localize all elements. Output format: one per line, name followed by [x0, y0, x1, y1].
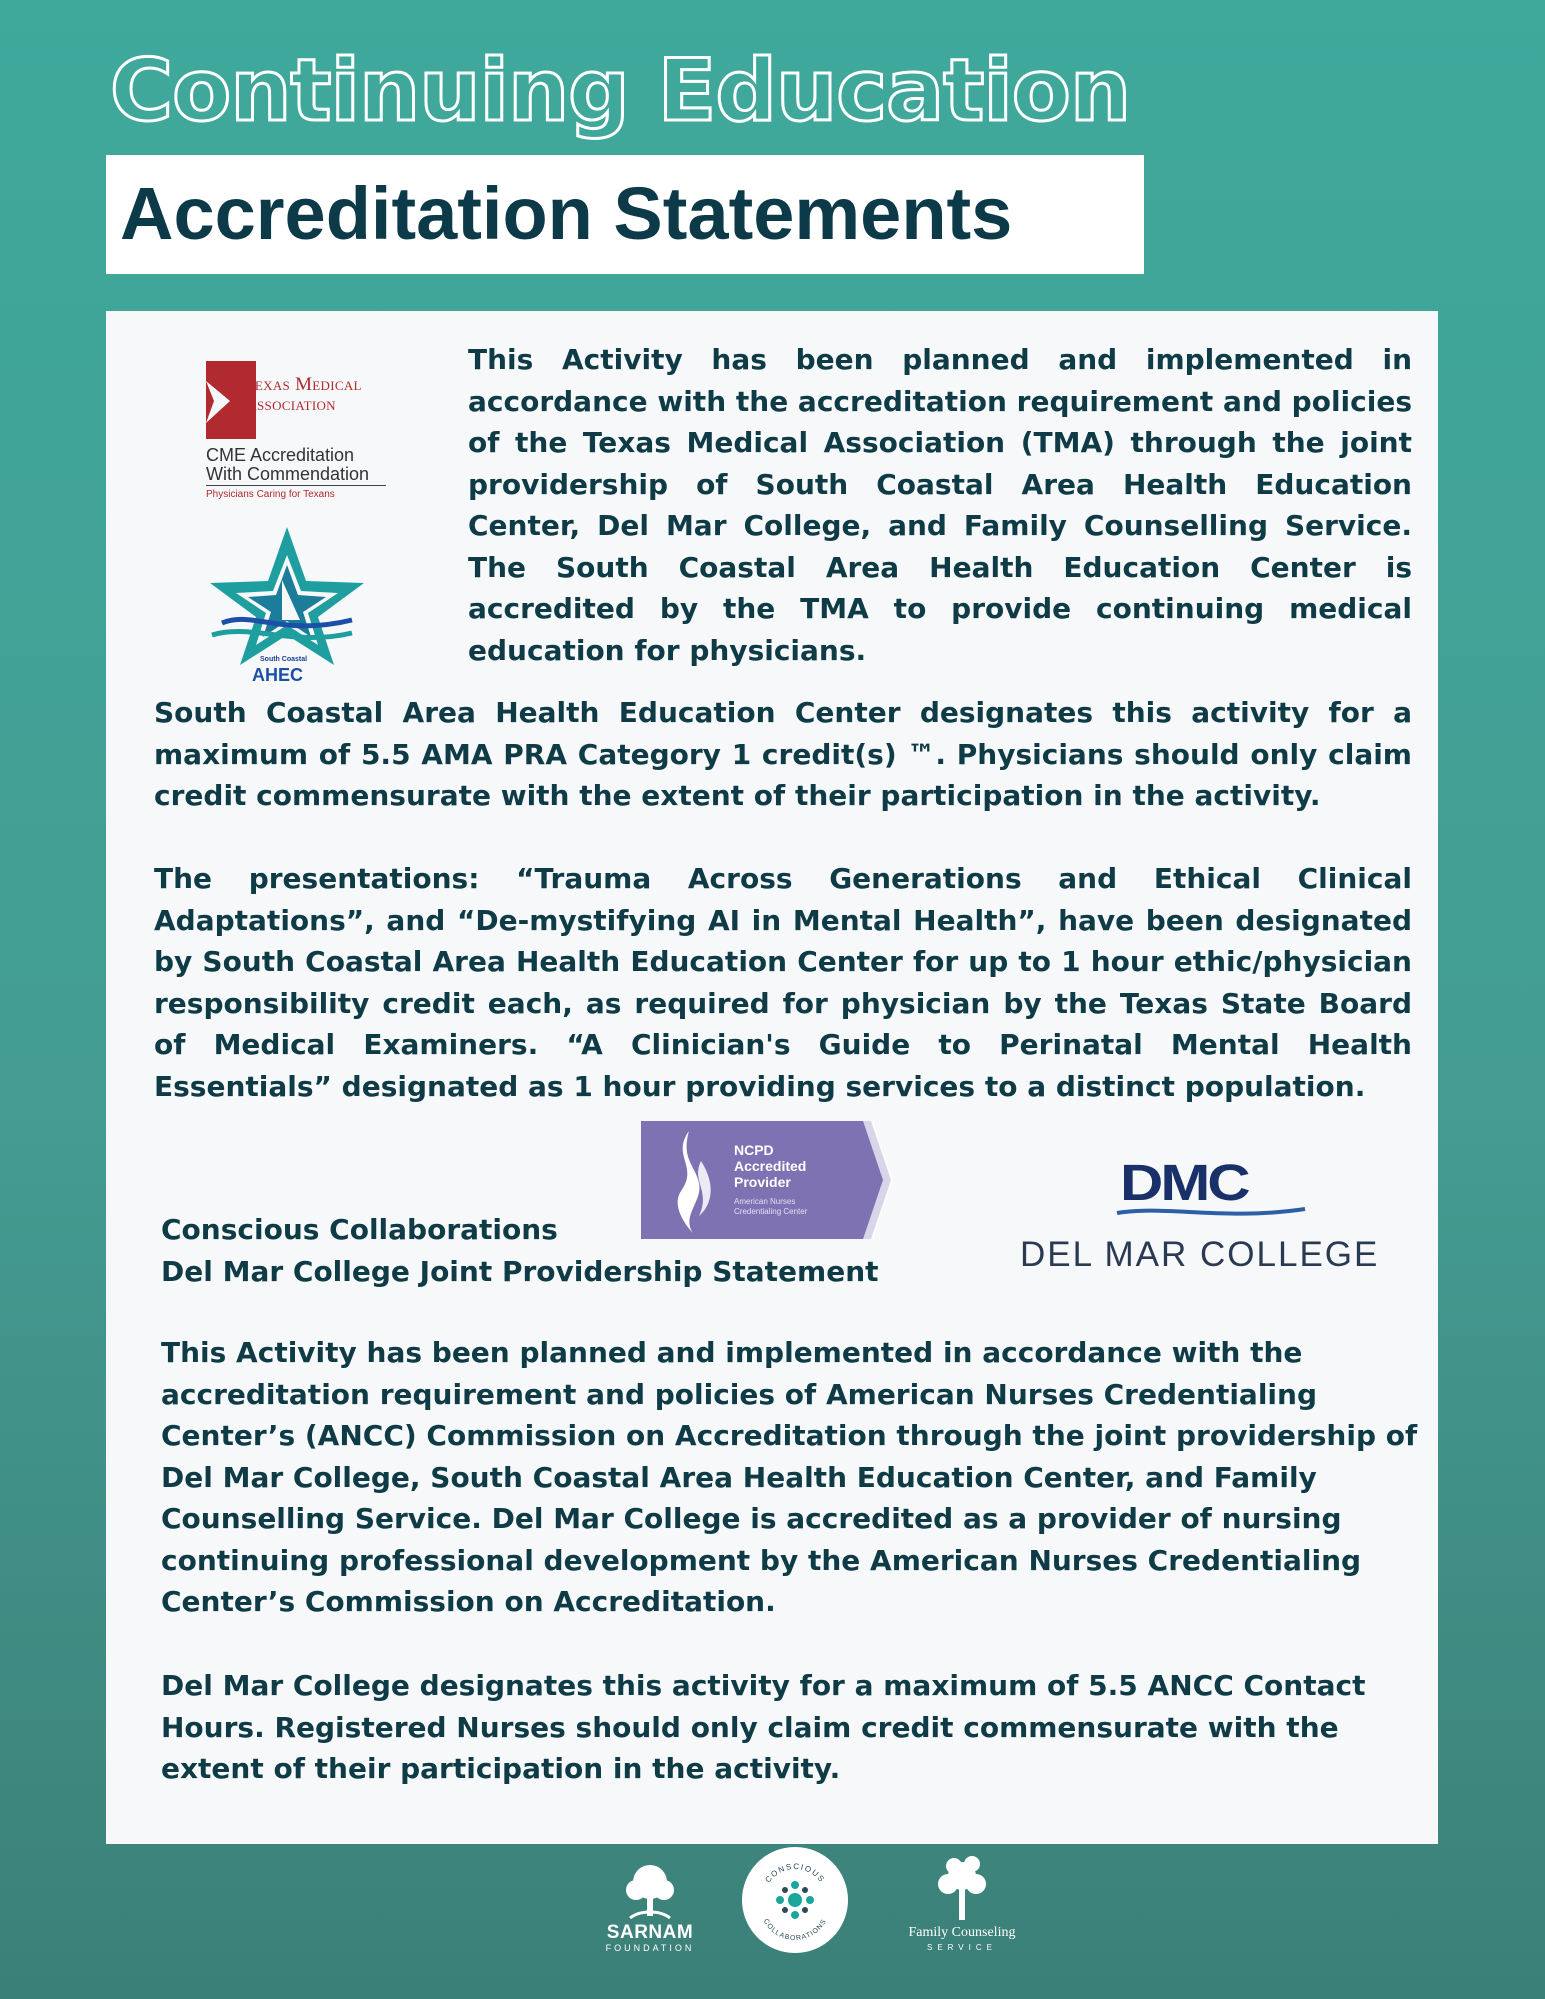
sarnam-sub: FOUNDATION: [605, 1943, 695, 1953]
tma-cme: [206, 446, 369, 484]
family-counseling-logo: [892, 1852, 1032, 1962]
ancc-designation: Del Mar College designates this activity for a maximum of 5.5 ANCC Contact Hours. Registered Nurses should only claim credit commensurate with the extent of their participation in the activity.: [161, 1669, 1366, 1785]
dmc-logo: [1010, 1153, 1380, 1274]
ncpd-line3: Provider: [734, 1174, 791, 1190]
cc-heading-line1: Conscious Collaborations: [161, 1213, 558, 1246]
content-panel: [106, 311, 1438, 1844]
tma-name-line1: Texas Medical: [243, 374, 362, 395]
conscious-collaborations-logo: [742, 1847, 848, 1953]
ethics-statement: The presentations: “Trauma Across Generations and Ethical Clinical Adaptations”, and “De-mystifying AI in Mental Health”, have been designated by South Coastal Area Health Education Center for up to 1 hour ethic/physician responsibility credit each, as required for physician by the Texas State Board of Medical Examiners. “A Clinician's Guide to Perinatal Mental Health Essentials” designated as 1 hour providing services to a distinct population.: [154, 862, 1412, 1103]
tma-cme-line2: With Commendation: [206, 464, 370, 484]
ahec-small-label: South Coastal: [260, 656, 308, 663]
ahec-logo: [202, 525, 372, 695]
cc-heading: [161, 1209, 921, 1292]
ncpd-sub-line2: Credentialing Center: [734, 1207, 808, 1216]
ahec-label: AHEC: [252, 665, 304, 685]
cc-heading-line2: Del Mar College Joint Providership Statement: [161, 1254, 879, 1288]
fcs-tree-icon: [892, 1852, 1032, 1924]
cc-logo-top-text: CONSCIOUS: [763, 1861, 827, 1885]
tma-name: [243, 375, 362, 415]
fcs-name: Family Counseling: [908, 1925, 1016, 1940]
tma-name-line2: Association: [243, 394, 336, 415]
sarnam-name: SARNAM: [606, 1922, 694, 1943]
tma-statement: This Activity has been planned and implemented in accordance with the accreditation requirement and policies of the Texas Medical Association (TMA) through the joint providership of South Coastal Area Health Education Center, Del Mar College, and Family Counselling Service. The South Coastal Area Health Education Center is accredited by the TMA to provide continuing medical education for physicians.: [468, 343, 1412, 667]
ncpd-line2: Accredited: [734, 1158, 807, 1174]
tma-logo: [206, 361, 406, 511]
dmc-letters: DMC: [1120, 1153, 1248, 1211]
tma-tagline: Physicians Caring for Texans: [206, 489, 335, 500]
dmc-name: DEL MAR COLLEGE: [1020, 1235, 1380, 1274]
tma-cme-line1: CME Accreditation: [206, 445, 355, 465]
title-box: [106, 155, 1144, 274]
ncpd-sub-line1: American Nurses: [734, 1197, 796, 1206]
cc-emblem-icon: [742, 1847, 848, 1953]
ahec-star-icon: [202, 525, 372, 665]
ncpd-title: [734, 1142, 806, 1190]
title-outline: Continuing Education: [110, 41, 1131, 141]
dmc-wave-icon: [1115, 1203, 1315, 1223]
fcs-sub: SERVICE: [927, 1943, 997, 1952]
page-title: Accreditation Statements: [120, 172, 1013, 255]
ncpd-line1: NCPD: [734, 1142, 774, 1158]
svg-text:COLLABORATIONS: [762, 1918, 828, 1942]
ama-designation: South Coastal Area Health Education Center designates this activity for a maximum of 5.5 AMA PRA Category 1 credit(s) ™. Physicians should only claim credit commensurate with the extent of their participation in the activity.: [154, 696, 1412, 812]
tma-divider: [206, 485, 386, 486]
sarnam-logo: [600, 1862, 700, 1962]
ancc-statement: This Activity has been planned and implemented in accordance with the accreditation requirement and policies of American Nurses Credentialing Center’s (ANCC) Commission on Accreditation through the joint providership of Del Mar College, South Coastal Area Health Education Center, and Family Counselling Service. Del Mar College is accredited as a provider of nursing continuing professional development by the American Nurses Credentialing Center’s Commission on Accreditation.: [161, 1336, 1418, 1618]
sarnam-tree-icon: [600, 1862, 700, 1922]
cc-logo-bottom-text: COLLABORATIONS: [761, 1917, 829, 1943]
